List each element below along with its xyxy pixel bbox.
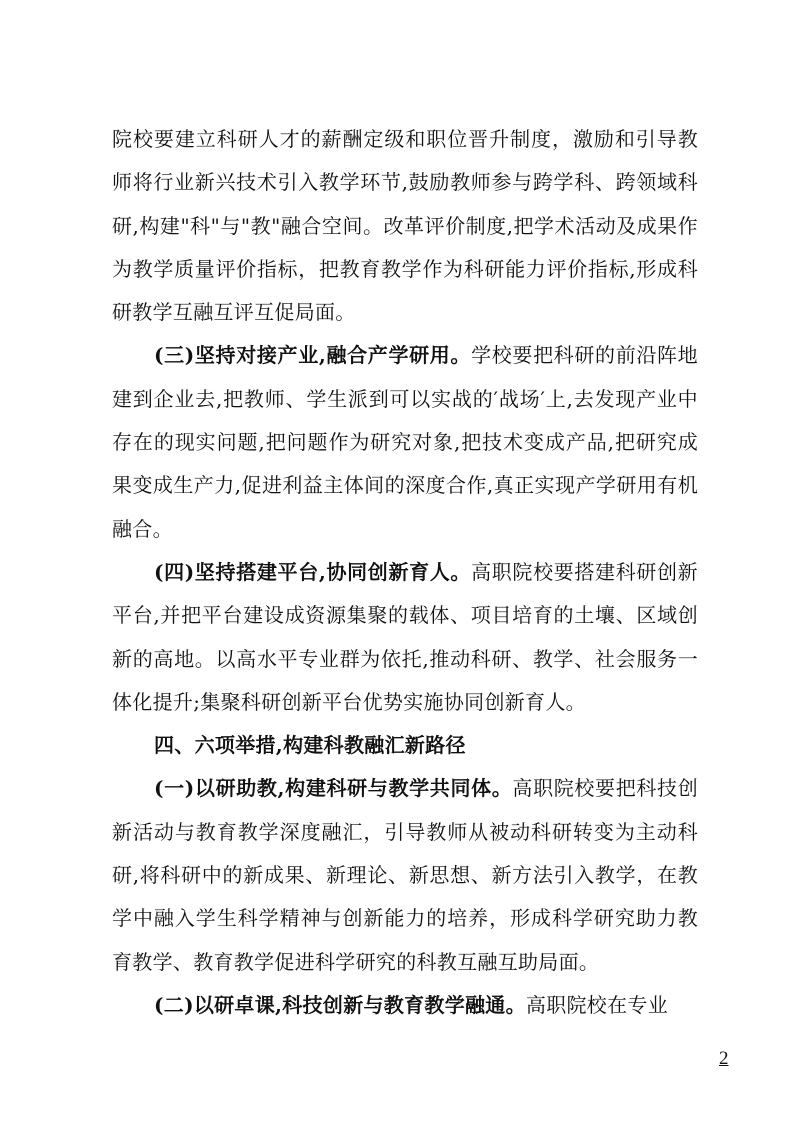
paragraph-text: 高职院校要搭建科研创新平台,并把平台建设成资源集聚的载体、项目培育的土壤、区域创新的高地。以高水平专业群为依托,推动科研、教学、社会服务一体化提升;集聚科研创新平台优势实施协同创新育人。 bbox=[112, 559, 698, 714]
paragraph-lead: (一)以研助教,构建科研与教学共同体。 bbox=[154, 776, 513, 801]
section-heading-six-measures: 四、六项举措,构建科教融汇新路径 bbox=[154, 733, 466, 758]
paragraph-lead: (三)坚持对接产业,融合产学研用。 bbox=[154, 343, 472, 368]
paragraph-lead: (二)以研卓课,科技创新与教育教学融通。 bbox=[154, 992, 526, 1017]
paragraph-text: 院校要建立科研人才的薪酬定级和职位晋升制度，激励和引导教师将行业新兴技术引入教学环节,鼓励教师参与跨学科、跨领域科研,构建"科"与"教"融合空间。改革评价制度,把学术活动及成果作为教学质量评价指标，把教育教学作为科研能力评价指标,形成科研教学互融互评互促局面。 bbox=[112, 127, 698, 325]
paragraph-text: 学校要把科研的前沿阵地建到企业去,把教师、学生派到可以实战的′战场′上,去发现产业中存在的现实问题,把问题作为研究对象,把技术变成产品,把研究成果变成生产力,促进利益主体间的深度合作,真正实现产学研用有机融合。 bbox=[112, 343, 698, 541]
paragraph-text: 高职院校要把科技创新活动与教育教学深度融汇，引导教师从被动科研转变为主动科研,将科研中的新成果、新理论、新思想、新方法引入教学，在教学中融入学生科学精神与创新能力的培养，形成科学研究助力教育教学、教育教学促进科学研究的科教互融互助局面。 bbox=[112, 776, 698, 974]
paragraph-research-aids-teaching bbox=[112, 767, 698, 983]
paragraph-lead: (四)坚持搭建平台,协同创新育人。 bbox=[154, 559, 472, 584]
paragraph-talent-incentive bbox=[112, 118, 698, 334]
paragraph-industry-docking bbox=[112, 334, 698, 550]
paragraph-text: 高职院校在专业 bbox=[525, 992, 668, 1017]
page-number: 2 bbox=[719, 1048, 729, 1069]
document-body bbox=[112, 118, 698, 1027]
paragraph-platform-building bbox=[112, 551, 698, 724]
paragraph-research-excellent-courses bbox=[112, 984, 698, 1027]
